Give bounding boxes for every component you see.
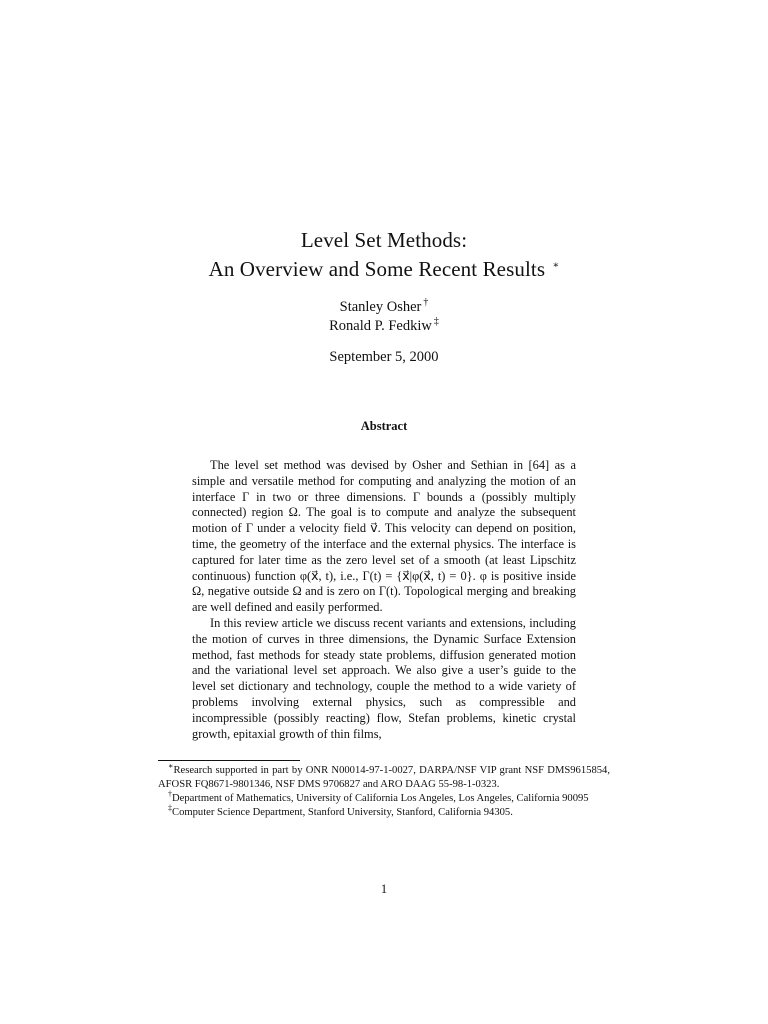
title-line-2 [0, 255, 768, 284]
title-line-2-text: An Overview and Some Recent Results [208, 257, 546, 281]
abstract-body [192, 458, 576, 742]
abstract-paragraph: In this review article we discuss recent variants and extensions, including the motion of curves in three dimensions, the Dynamic Surface Extension method, fast methods for steady state problems, diffusion generated motion and the variational level set approach. We also give a user’s guide to the level set dictionary and technology, couple the method to a wide variety of problems involving external physics, such as compressible and incompressible (possibly reacting) flow, Stefan problems, kinetic crystal growth, epitaxial growth of thin films, [192, 615, 576, 741]
footnote [158, 761, 610, 792]
author-footnote-mark: † [423, 297, 429, 309]
footnotes [158, 761, 610, 820]
author-list [0, 298, 768, 336]
author-name: Stanley Osher [339, 299, 422, 315]
title-line-1: Level Set Methods: [300, 228, 468, 252]
footnote-mark: ‡ [168, 803, 172, 813]
footnote-mark: † [168, 789, 172, 799]
author-entry [0, 298, 768, 317]
paper-date: September 5, 2000 [329, 349, 439, 365]
footnote-text: Research supported in part by ONR N00014-97-1-0027, DARPA/NSF VIP grant NSF DMS9615854, AFOSR FQ8671-9801346, NSF DMS 9706827 and ARO DAAG 55-98-1-0323. [158, 765, 610, 791]
footnote-text: Department of Mathematics, University of California Los Angeles, Los Angeles, California 90095 [172, 793, 589, 805]
author-entry [0, 317, 768, 336]
footnote [158, 789, 610, 806]
footnote-text: Computer Science Department, Stanford University, Stanford, California 94305. [172, 807, 513, 819]
footnote [158, 803, 610, 820]
page-number: 1 [380, 882, 388, 896]
paper-title [0, 226, 768, 284]
abstract-paragraph: The level set method was devised by Osher and Sethian in [64] as a simple and versatile method for computing and analyzing the motion of an interface Γ in two or three dimensions. Γ bounds a (possibly multiply connected) region Ω. The goal is to compute and analyze the subsequent motion of Γ under a velocity field v⃗. This velocity can depend on position, time, the geometry of the interface and the external physics. The interface is captured for later time as the zero level set of a smooth (at least Lipschitz continuous) function φ(x⃗, t), i.e., Γ(t) = {x⃗|φ(x⃗, t) = 0}. φ is positive inside Ω, negative outside Ω and is zero on Γ(t). Topological merging and breaking are well defined and easily performed. [192, 458, 576, 615]
title-footnote-mark: ∗ [552, 260, 560, 271]
author-footnote-mark: ‡ [433, 316, 439, 328]
footnote-rule [158, 760, 300, 761]
abstract-heading: Abstract [360, 419, 408, 433]
author-name: Ronald P. Fedkiw [329, 318, 432, 334]
footnote-mark: ∗ [168, 761, 174, 771]
